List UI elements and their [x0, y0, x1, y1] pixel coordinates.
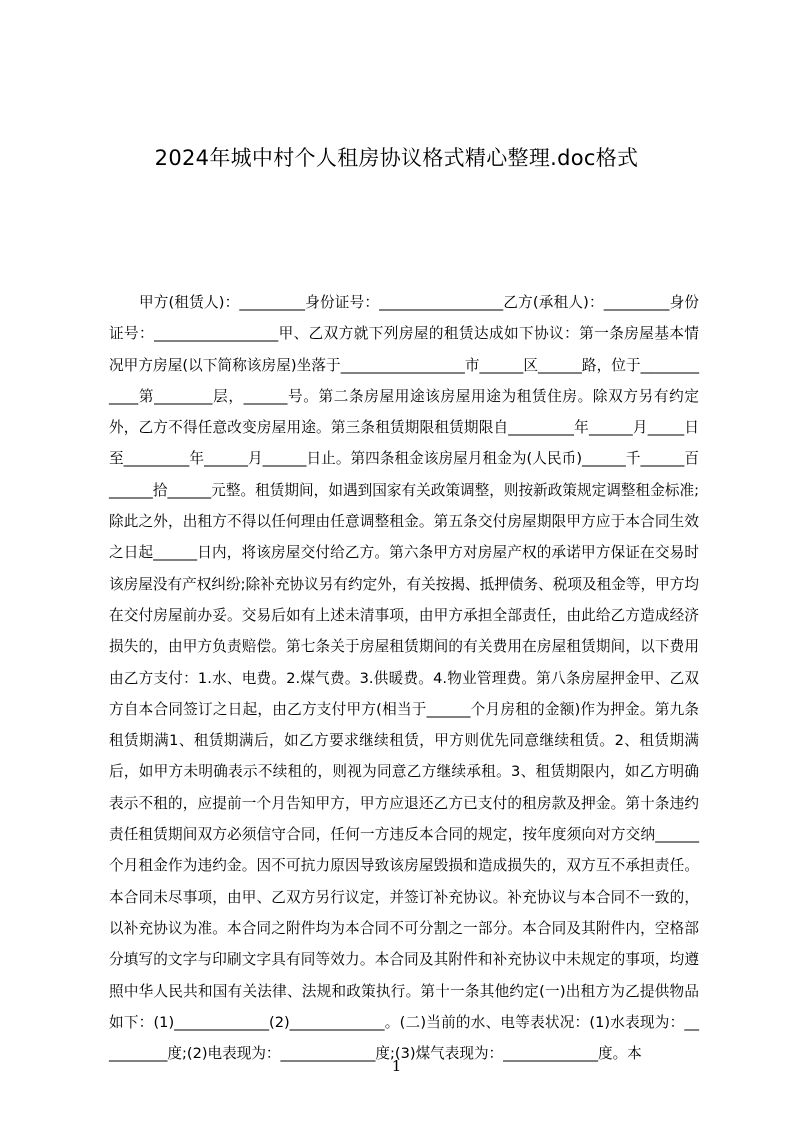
agreement-body-text: 甲方(租赁人)：_________身份证号：_________________乙方(承租人)：_________身份证号：_________________甲、乙双方就下列房屋的租赁达成如下协议：第一条房屋基本情况甲方房屋(以下简称该房屋)坐落于_________________市______区______路，位于____________第________层，______号。第二条房屋用途该房屋用途为租赁住房。除双方另有约定外，乙方不得任意改变房屋用途。第三条租赁期限租赁期限自_________年______月_____日至_________年______月______日止。第四条租金该房屋月租金为(人民币)______千______百______拾______元整。租赁期间，如遇到国家有关政策调整，则按新政策规定调整租金标准;除此之外，出租方不得以任何理由任意调整租金。第五条交付房屋期限甲方应于本合同生效之日起______日内，将该房屋交付给乙方。第六条甲方对房屋产权的承诺甲方保证在交易时该房屋没有产权纠纷;除补充协议另有约定外，有关按揭、抵押债务、税项及租金等，甲方均在交付房屋前办妥。交易后如有上述未清事项，由甲方承担全部责任，由此给乙方造成经济损失的，由甲方负责赔偿。第七条关于房屋租赁期间的有关费用在房屋租赁期间，以下费用由乙方支付：1.水、电费。2.煤气费。3.供暖费。4.物业管理费。第八条房屋押金甲、乙双方自本合同签订之日起，由乙方支付甲方(相当于______个月房租的金额)作为押金。第九条租赁期满1、租赁期满后，如乙方要求继续租赁，甲方则优先同意继续租赁。2、租赁期满后，如甲方未明确表示不续租的，则视为同意乙方继续承租。3、租赁期限内，如乙方明确表示不租的，应提前一个月告知甲方，甲方应退还乙方已支付的租房款及押金。第十条违约责任租赁期间双方必须信守合同，任何一方违反本合同的规定，按年度须向对方交纳______个月租金作为违约金。因不可抗力原因导致该房屋毁损和造成损失的，双方互不承担责任。本合同未尽事项，由甲、乙双方另行议定，并签订补充协议。补充协议与本合同不一致的，以补充协议为准。本合同之附件均为本合同不可分割之一部分。本合同及其附件内，空格部分填写的文字与印刷文字具有同等效力。本合同及其附件和补充协议中未规定的事项，均遵照中华人民共和国有关法律、法规和政策执行。第十一条其他约定(一)出租方为乙提供物品如下：(1)_____________(2)_____________。(二)当前的水、电等表状况：(1)水表现为：__________度;(2)电表现为：_____________度;(3)煤气表现为：_____________度。本: [109, 294, 699, 1063]
page-number: 1: [391, 1057, 402, 1075]
document-title: 2024年城中村个人租房协议格式精心整理.doc格式: [154, 146, 639, 170]
